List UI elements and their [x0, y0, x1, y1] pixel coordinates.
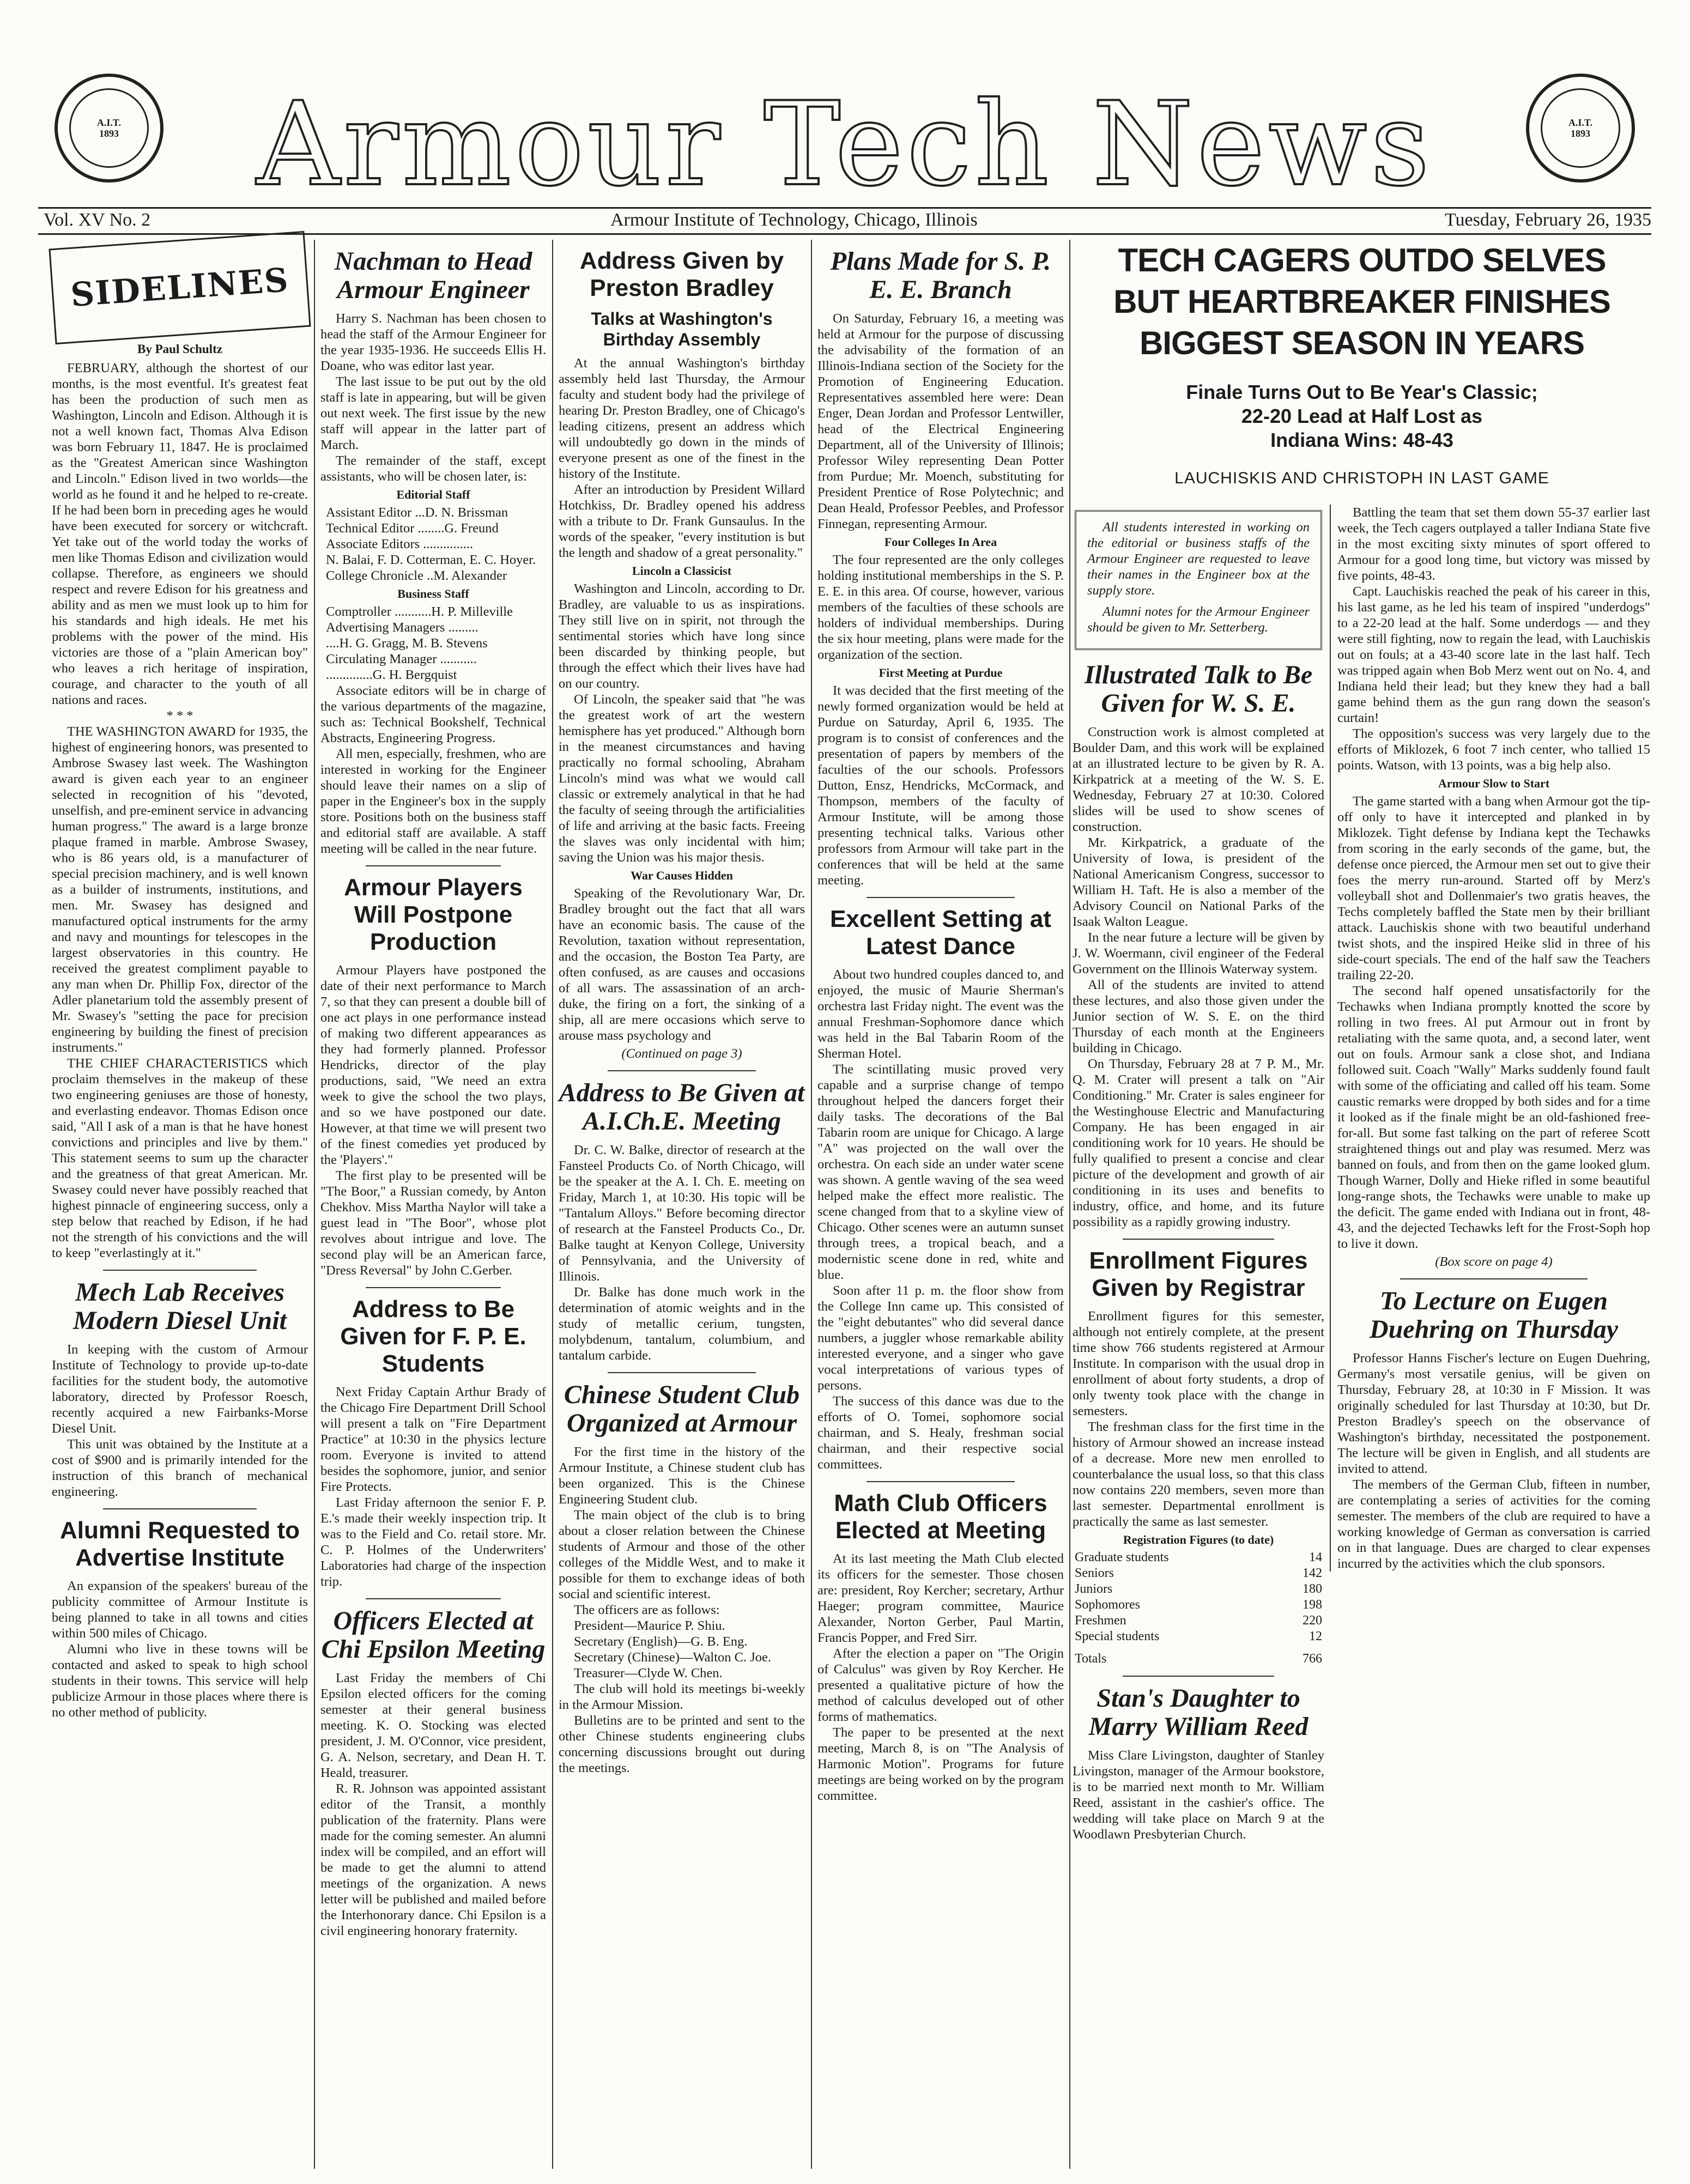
sports-banner-headline — [1073, 240, 1651, 505]
paragraph: President—Maurice P. Shiu. — [574, 1618, 725, 1633]
headline-deck: Talks at Washington's Birthday Assembly — [591, 309, 773, 349]
sports-section — [1073, 240, 1651, 1842]
paragraph: On Saturday, February 16, a meeting was held at Armour for the purpose of discussing the advisability of the formation of an Illinois-Indiana section of the Society for the Promotion of Engineering Education. Representatives assembled here were: Dean Enger, Dean Jordan and Professor Lentwiller, head of the Electrical Engineering Department, all of the University of Illinois; Professor Wiley representing Dean Potter from Purdue; Mr. Moench, substituting for President Prentice of Rose Polytechnic; and Dean Heald, Professor Peebles, and Professor Finnegan, representing Armour. — [817, 311, 1064, 531]
section-break: * * * — [166, 708, 193, 723]
paragraph: Next Friday Captain Arthur Brady of the Chicago Fire Department Drill School will present a talk on "Fire Department Practice" at 10:30 in the physics lecture room. Everyone is invited to attend besides the sophomore, junior, and senior Fire Protects. — [320, 1385, 546, 1494]
paragraph: The members of the German Club, fifteen in number, are contemplating a series of activities for the coming semester. The members of the club are required to have a working knowledge of German as conversation is carried on in that language. Dues are charged to clear expenses incurred by the activities which the club sponsors. — [1337, 1477, 1650, 1571]
paragraph: In the near future a lecture will be given by J. W. Woermann, civil engineer of the Federal Government on the Illinois Waterway system. — [1073, 930, 1324, 976]
headline: Enrollment Figures Given by Registrar — [1089, 1247, 1308, 1301]
notice-text: All students interested in working on the editorial or business staffs of the Armour Engineer are requested to leave their names in the Engineer box at the supply store. — [1087, 520, 1310, 598]
class-label: Special students — [1075, 1629, 1160, 1643]
column-6 — [1330, 505, 1650, 1572]
staff-list-line: Advertising Managers ......... — [326, 620, 478, 635]
banner-subdeck: LAUCHISKIS AND CHRISTOPH IN LAST GAME — [1174, 469, 1549, 487]
paragraph: Mr. Kirkpatrick, a graduate of the University of Iowa, is president of the National Americanism Congress, successor to William H. Taft. He is also a member of the Advisory Council on National Parks of the Isaak Walton League. — [1073, 835, 1324, 929]
paragraph: Bulletins are to be printed and sent to the other Chinese students engineering clubs concerning discussions brought out during the meetings. — [559, 1713, 805, 1775]
paragraph: The scintillating music proved very capable and a surprise change of tempo throughout helped the dancers forget their daily tasks. The decorations of the Bal Tabarin room are unique for Chicago. A large "A" was projected on the wall over the orchestra. On each side an under water scene was shown. A gentle waving of the sea weed helped make the effect more realistic. The scene changed from that to a skyline view of Chicago. Other scenes were an autumn sunset through trees, a tropical beach, and a modernistic scene done in red, white and blue. — [817, 1062, 1064, 1282]
headline: Address to Be Given at A.I.Ch.E. Meeting — [559, 1078, 805, 1136]
column-1 — [52, 240, 308, 1720]
paragraph: The officers are as follows: — [574, 1603, 720, 1617]
banner-line: BIGGEST SEASON IN YEARS — [1139, 325, 1585, 361]
paragraph: The remainder of the staff, except assistants, who will be chosen later, is: — [320, 453, 546, 484]
paragraph: After an introduction by President Willard Hotchkiss, Dr. Bradley opened his address with a tribute to Dr. Frank Gunsaulus. In the words of the speaker, "every institution is but the length and shadow of a great personality." — [559, 482, 805, 560]
staff-list-line: Assistant Editor ...D. N. Brissman — [326, 505, 508, 520]
headline: Armour Players Will Postpone Production — [344, 874, 523, 955]
paragraph: Treasurer—Clyde W. Chen. — [574, 1666, 723, 1681]
paragraph: The four represented are the only colleges holding institutional memberships in the S. P. E. E. in this area. Of course, however, various members of the faculties of these schools are holders of individual memberships. During the six hour meeting, plans were made for the organization of the section. — [817, 553, 1064, 662]
staff-list-line: Comptroller ...........H. P. Milleville — [326, 604, 513, 619]
paragraph: An expansion of the speakers' bureau of the publicity committee of Armour Institute is being planned to take in all towns and cities within 500 miles of Chicago. — [52, 1579, 308, 1641]
institute-seal-left — [54, 74, 163, 183]
article-separator — [1123, 1676, 1274, 1677]
dateline — [44, 210, 1651, 232]
paragraph: Construction work is almost completed at Boulder Dam, and this work will be explained at an illustrated lecture to be given by R. A. Kirkpatrick at a meeting of the W. S. E. Wednesday, February 27 at 10:30. Colored slides will be used to show scenes of construction. — [1073, 725, 1324, 834]
seal-emblem-icon: A.I.T. 1893 — [1541, 88, 1620, 168]
paragraph: Professor Hanns Fischer's lecture on Eugen Duehring, Germany's most versatile genius, will be given on Thursday, February 28, at 10:30 in F Mission. It was originally scheduled for last Thursday at 10:30, but Dr. Preston Bradley's speech on the observance of Washington's birthday, necessitated the postponement. The lecture will be given in English, and all students are invited to attend. — [1337, 1351, 1650, 1476]
staff-list-line: Circulating Manager ........... — [326, 652, 477, 666]
paragraph: It was decided that the first meeting of the newly formed organization would be held at Purdue on Saturday, April 6, 1935. The program is to consist of conferences and the presentation of papers by members of the faculties of the our schools. Professors Dutton, Ensz, Hendricks, McCormack, and Thompson, members of the faculty of Armour Institute, will be among those presenting technical talks. Various other professors from Armour will take part in the conferences that will be held at the same meeting. — [817, 683, 1064, 888]
paragraph: After the election a paper on "The Origin of Calculus" was given by Roy Kercher. He presented a qualitative picture of how the method of calculus developed out of other forms of mathematics. — [817, 1646, 1064, 1724]
paragraph: All of the students are invited to attend these lectures, and also those given under the Junior section of W. S. E. on the third Thursday of each month at the Engineers building in Chicago. — [1073, 978, 1324, 1055]
institution-line: Armour Institute of Technology, Chicago, Illinois — [610, 210, 978, 230]
student-count: 198 — [1303, 1598, 1322, 1612]
paragraph: Enrollment figures for this semester, although not entirely complete, at the present time show 766 students registered at Armour Institute. In comparison with the usual drop in enrollment of about forty students, a drop of only twenty took place with the change in semesters. — [1073, 1309, 1324, 1418]
class-label: Freshmen — [1075, 1613, 1126, 1628]
continuation-note: (Continued on page 3) — [621, 1046, 742, 1061]
student-count: 14 — [1309, 1550, 1322, 1564]
staff-list-line: Associate Editors ............... — [326, 537, 474, 551]
paragraph: In keeping with the custom of Armour Institute of Technology to provide up-to-date facilities for the student body, the automotive laboratory, directed by Professor Roesch, recently acquired a new Fairbanks-Morse Diesel Unit. — [52, 1342, 308, 1436]
paragraph: THE CHIEF CHARACTERISTICS which proclaim themselves in the makeup of these two engineering geniuses are those of honesty, and everlasting endeavor. Thomas Edison once said, "All I ask of a man is that he have honest convictions and principles and live by them." This statement seems to sum up the character and the greatness of that great American. Mr. Swasey could never have possibly reached that highest pinnacle of engineering success, only a step below that reached by Edison, if he had not the strength of his convictions and the will to keep "everlastingly at it." — [52, 1056, 308, 1260]
article-separator — [1123, 1239, 1274, 1240]
table-row — [1073, 1566, 1324, 1581]
staff-list-line: N. Balai, F. D. Cotterman, E. C. Hoyer. — [326, 553, 536, 567]
headline: Mech Lab Receives Modern Diesel Unit — [72, 1278, 287, 1335]
paragraph: The main object of the club is to bring about a closer relation between the Chinese students of Armour and those of the other colleges of the Middle West, and to make it possible for them to exchange ideas of both social and scientific interest. — [559, 1508, 805, 1601]
staff-list-line: Technical Editor ........G. Freund — [326, 521, 499, 536]
subheading: Registration Figures (to date) — [1123, 1533, 1274, 1546]
paragraph: On Thursday, February 28 at 7 P. M., Mr. Q. M. Crater will present a talk on "Air Conditioning." Mr. Crater is sales engineer for the Westinghouse Electric and Manufacturing Company. He has been engaged in air conditioning work for 10 years. He should be fully qualified to present a concise and clear picture of the development and growth of air conditioning in its uses and benefits to industry, office, and home, and its future possibility as a rapidly growing industry. — [1073, 1057, 1324, 1229]
paragraph: The last issue to be put out by the old staff is late in appearing, but will be given out next week. The first issue by the new staff will appear in the latter part of March. — [320, 374, 546, 452]
column-divider — [552, 240, 553, 2169]
paragraph: Washington and Lincoln, according to Dr. Bradley, are valuable to us as inspirations. They still live on in spirit, not through the sentimental stories which have long since been discarded by thinking people, but through the effect which their lives have had on our country. — [559, 581, 805, 691]
notice-text: Alumni notes for the Armour Engineer should be given to Mr. Setterberg. — [1087, 604, 1310, 635]
banner-line: TECH CAGERS OUTDO SELVES — [1118, 242, 1606, 278]
notice-box — [1075, 510, 1322, 650]
staff-list-line: College Chronicle ..M. Alexander — [326, 568, 507, 583]
headline: Excellent Setting at Latest Dance — [830, 906, 1051, 960]
student-count: 142 — [1303, 1566, 1322, 1580]
banner-line: BUT HEARTBREAKER FINISHES — [1113, 283, 1610, 320]
subheading: War Causes Hidden — [631, 869, 733, 882]
article-separator — [366, 865, 501, 866]
paragraph: THE WASHINGTON AWARD for 1935, the highest of engineering honors, was presented to Ambrose Swasey last week. The Washington award is given each year to an engineer selected in recognition of his "devoted, unselfish, and pre-eminent service in advancing human progress." The award is a large bronze plaque framed in marble. Ambrose Swasey, who is 86 years old, is a manufacturer of special precision machinery, and is well known as a builder of instruments, institutions, and men. Mr. Swasey has designed and manufactured optical instruments for the army and navy and mountings for telescopes in the largest observatories in this country. He received the greatest compliment payable to any man when Dr. Phillip Fox, director of the Adler planetarium told the assembly present of Mr. Swasey's "setting the pace for precision engineering by building the finest of precision instruments." — [52, 724, 308, 1055]
paragraph: Secretary (English)—G. B. Eng. — [574, 1634, 748, 1649]
subheading: Armour Slow to Start — [1438, 776, 1550, 790]
table-row — [1073, 1645, 1324, 1667]
paragraph: All men, especially, freshmen, who are interested in working for the Engineer should leave their names on a slip of paper in the Engineer's box in the supply store. Positions both on the business staff and editorial staff are available. A staff meeting will be called in the near future. — [320, 747, 546, 856]
subheading: Four Colleges In Area — [884, 535, 997, 549]
paragraph: For the first time in the history of the Armour Institute, a Chinese student club has been organized. This is the Chinese Engineering Student club. — [559, 1445, 805, 1507]
paragraph: R. R. Johnson was appointed assistant editor of the Transit, a monthly publication of the fraternity. Plans were made for the coming semester. An alumni index will be compiled, and an effort will be made to get the alumni to attend meetings of the organization. A news letter will be published and mailed before the Interhonorary dance. Chi Epsilon is a civil engineering honorary fraternity. — [320, 1781, 546, 1938]
headline: Nachman to Head Armour Engineer — [334, 247, 532, 304]
student-count: 766 — [1303, 1652, 1322, 1666]
masthead-title: Armour Tech News — [256, 77, 1433, 211]
paragraph: Battling the team that set them down 55-37 earlier last week, the Tech cagers outplayed a taller Indiana State five in the most exciting sixty minutes of sport offered to Armour for a good long time, but victory was missed by five points, 48-43. — [1337, 505, 1650, 583]
column-divider — [314, 240, 315, 2169]
class-label: Seniors — [1075, 1566, 1114, 1580]
paragraph: Associate editors will be in charge of the various departments of the magazine, such as: Technical Bookshelf, Technical Abstracts, Engineering Progress. — [320, 683, 546, 745]
paragraph: Last Friday the members of Chi Epsilon elected officers for the coming semester at their general business meeting. K. O. Stocking was elected president, J. M. O'Connor, vice president, G. A. Nelson, secretary, and Dean H. T. Heald, treasurer. — [320, 1671, 546, 1780]
article-separator — [867, 897, 1014, 898]
student-count: 180 — [1303, 1582, 1322, 1596]
paragraph: Soon after 11 p. m. the floor show from the College Inn came up. This consisted of the "eight debutantes" who did several dance numbers, a juggler whose remarkable ability interested everyone, and a singer who gave vocal interpretations of various types of persons. — [817, 1283, 1064, 1393]
seal-emblem-icon: A.I.T. 1893 — [69, 88, 149, 168]
paragraph: Dr. Balke has done much work in the determination of atomic weights and in the study of metallic cerium, tungsten, molybdenum, tantalum, columbium, and tantalum carbide. — [559, 1285, 805, 1363]
headline: Stan's Daughter to Marry William Reed — [1088, 1684, 1309, 1741]
column-4 — [817, 240, 1064, 1804]
class-label: Juniors — [1075, 1582, 1113, 1596]
paragraph: The second half opened unsatisfactorily for the Techawks when Indiana promptly knotted the score by rolling in two frees. Al put Armour out in front by retaliating with the same quota, and, a second later, went out on fouls. Armour sank a close shot, and Indiana followed suit. Coach "Wally" Marks suddenly found fault with some of the officiating and called off his team. Some caustic remarks were dropped by both sides and for a time it looked as if the finale might be an old-fashioned free-for-all. But some fast talking on the part of referee Scott straightened things out and play was resumed. Merz was banned on fouls, and from then on the game looked glum. Though Warner, Dolly and Hieke rifled in some beautiful long-range shots, the Techawks were unable to make up the deficit. The game ended with Indiana out in front, 48-43, and the dejected Techawks left for the Frost-Soph hop to live it down. — [1337, 984, 1650, 1251]
subheading: Lincoln a Classicist — [632, 564, 732, 578]
student-count: 220 — [1303, 1613, 1322, 1628]
deck-line: Finale Turns Out to Be Year's Classic; — [1186, 381, 1538, 403]
paragraph: Armour Players have postponed the date of their next performance to March 7, so that they can present a double bill of one act plays in one performance instead of making two different appearances as they had formerly planned. Professor Hendricks, director of the play productions, said, "We need an extra week to give the school the two plays, and so we have postponed our date. However, at that time we will present two of the finest comedies yet produced by the 'Players'." — [320, 963, 546, 1167]
paragraph: Dr. C. W. Balke, director of research at the Fansteel Products Co. of North Chicago, will be the speaker at the A. I. Ch. E. meeting on Friday, March 1, at 10:30. His topic will be "Tantalum Alloys." Before becoming director of research at the Fansteel Products Co., Dr. Balke taught at Kenyon College, University of Pennsylvania, and the University of Illinois. — [559, 1143, 805, 1284]
paragraph: Alumni who live in these towns will be contacted and asked to speak to high school students in their towns. This service will help publicize Armour in those places where there is no other method of publicity. — [52, 1642, 308, 1720]
volume-number: Vol. XV No. 2 — [44, 210, 151, 230]
paragraph: The opposition's success was very largely due to the efforts of Miklozek, 6 foot 7 inch center, who tallied 15 points. Watson, with 13 points, was a big help also. — [1337, 726, 1650, 773]
paragraph: The club will hold its meetings bi-weekly in the Armour Mission. — [559, 1682, 805, 1712]
paragraph: The game started with a bang when Armour got the tip-off only to have it intercepted and planked in by Miklozek. Tight defense by Indiana kept the Techawks from scoring in the early seconds of the game, but, the defense once pierced, the Armour men set out to give their foes the merry run-around. Started off by Merz's volleyball shot and Dollenmaier's two gratis heaves, the Techs completely baffled the State men by their brilliant attack. Lauchiskis shone with two beautiful underhand twist shots, and the inspired Heike slid in three of his side-court specials. The end of the half saw the Teachers trailing 22-20. — [1337, 794, 1650, 982]
headline: Illustrated Talk to Be Given for W. S. E. — [1084, 660, 1313, 718]
banner-deck — [1073, 380, 1651, 452]
subheading: Business Staff — [397, 587, 469, 600]
article-separator — [867, 1481, 1014, 1482]
paragraph: Secretary (Chinese)—Walton C. Joe. — [574, 1650, 772, 1665]
paragraph: About two hundred couples danced to, and enjoyed, the music of Maurie Sherman's orchestra last Friday night. The event was the annual Freshman-Sophomore dance which was held in the Bal Tabarin Room of the Sherman Hotel. — [817, 967, 1064, 1061]
column-2 — [320, 240, 546, 1939]
class-label: Sophomores — [1075, 1598, 1140, 1612]
article-separator — [608, 1372, 755, 1373]
article-separator — [103, 1270, 257, 1271]
staff-list-line: ..............G. H. Bergquist — [326, 668, 457, 682]
paragraph: Last Friday afternoon the senior F. P. E.'s made their weekly inspection trip. It was to the Field and Co. retail store. Mr. C. P. Holmes of the Underwriters' Laboratories had charge of the inspection trip. — [320, 1495, 546, 1589]
sidelines-logo: SIDELINES — [49, 231, 311, 344]
institute-seal-right — [1526, 74, 1635, 183]
paragraph: Harry S. Nachman has been chosen to head the staff of the Armour Engineer for the year 1935-1936. He succeeds Ellis H. Doane, who was editor last year. — [320, 311, 546, 373]
headline: To Lecture on Eugen Duehring on Thursday — [1369, 1287, 1619, 1344]
column-divider — [811, 240, 812, 2169]
paragraph: This unit was obtained by the Institute at a cost of $900 and is primarily intended for the instruction of this branch of mechanical engineering. — [52, 1437, 308, 1499]
paragraph: The success of this dance was due to the efforts of O. Tomei, sophomore social chairman, and S. Healy, freshman social chairman, and their respective social committees. — [817, 1394, 1064, 1472]
paragraph: FEBRUARY, although the shortest of our months, is the most eventful. It's greatest feat has been the production of such men as Washington, Lincoln and Edison. Although it is not a well known fact, Thomas Alva Edison was born February 11, 1847. He is proclaimed as the "Greatest American since Washington and Lincoln." Edison lived in two worlds—the world as he found it and he helped to re-create. If he had been born in preceding ages he would have been executed for sorcery or witchcraft. Yet take out of the world today the works of men like Thomas Edison and civilization would collapse. Therefore, as engineers we should respect and revere Edison for his greatness and ability and as men we must look up to him for his standards and high ideals. He met his problems with the power of the mind. His victories are those of a "plain American boy" who leaves a rich heritage of inspiration, courage, and character to the youth of all nations and races. — [52, 361, 308, 707]
masthead-rule-top — [38, 207, 1651, 209]
headline: Chinese Student Club Organized at Armour — [564, 1380, 800, 1437]
staff-list-line: ....H. G. Gragg, M. B. Stevens — [326, 636, 488, 651]
column-divider — [1069, 240, 1070, 2169]
table-row — [1073, 1581, 1324, 1597]
registration-table — [1073, 1550, 1324, 1667]
table-row — [1073, 1550, 1324, 1566]
subheading: Editorial Staff — [396, 488, 470, 501]
headline: Officers Elected at Chi Epsilon Meeting — [321, 1606, 546, 1664]
article-separator — [1400, 1278, 1588, 1279]
deck-line: Indiana Wins: 48-43 — [1270, 429, 1453, 451]
headline: Math Club Officers Elected at Meeting — [834, 1490, 1047, 1544]
paragraph: Of Lincoln, the speaker said that "he was the greatest work of art the western hemisphere has yet produced." Although born in the meanest circumstances and having practically no formal schooling, Abraham Lincoln's mind was what we would call classic or extremely analytical in that he had the faculty of seeing through the artificialities of life and arriving at the basic facts. Freeing the slaves was only incidental with him; saving the Union was his major thesis. — [559, 692, 805, 865]
table-row — [1073, 1613, 1324, 1629]
class-label: Totals — [1075, 1652, 1107, 1666]
issue-date: Tuesday, February 26, 1935 — [1444, 210, 1651, 230]
paragraph: At its last meeting the Math Club elected its officers for the semester. Those chosen are: president, Roy Kercher; secretary, Arthur Haeger; program committee, Maurice Alexander, Norton Gerber, Paul Martin, Francis Popper, and Fred Sirr. — [817, 1551, 1064, 1645]
paragraph: Speaking of the Revolutionary War, Dr. Bradley brought out the fact that all wars have an economic basis. The cause of the Revolution, taxation without representation, and the occasion, the Boston Tea Party, are often confused, as are causes and occasions of all wars. The assassination of an arch-duke, the firing on a fort, the sinking of a ship, all are mere occasions which serve to arouse mass psychology and — [559, 886, 805, 1043]
right-columns — [1073, 505, 1651, 1842]
deck-line: 22-20 Lead at Half Lost as — [1241, 405, 1483, 427]
student-count: 12 — [1309, 1629, 1322, 1643]
paragraph: Miss Clare Livingston, daughter of Stanley Livingston, manager of the Armour bookstore, is to be married next month to Mr. William Reed, assistant in the cashier's office. The wedding will take place on March 9 at the Woodlawn Presbyterian Church. — [1073, 1748, 1324, 1842]
table-row — [1073, 1597, 1324, 1613]
headline: Alumni Requested to Advertise Institute — [59, 1517, 300, 1571]
subheading: First Meeting at Purdue — [879, 666, 1003, 680]
paragraph: The paper to be presented at the next meeting, March 8, is on "The Analysis of Harmonic Motion". Programs for future meetings are being worked on by the program committee. — [817, 1725, 1064, 1803]
class-label: Graduate students — [1075, 1550, 1169, 1564]
article-separator — [366, 1598, 501, 1599]
paragraph: Capt. Lauchiskis reached the peak of his career in this, his last game, as he led his team of inspired "underdogs" to a 22-20 lead at the half. Some underdogs — and they were still fighting, now to regain the lead, with Lauchiskis out on fouls; at a 43-40 score late in the last half. Tech was tripped again when Bob Merz went out on No. 4, and Indiana held their lead; but they knew they had a ball game behind them as the gun rang down the season's curtain! — [1337, 584, 1650, 725]
article-separator — [103, 1508, 257, 1509]
article-separator — [366, 1287, 501, 1288]
column-3 — [559, 240, 805, 1776]
headline: Plans Made for S. P. E. E. Branch — [830, 247, 1051, 304]
table-row — [1073, 1629, 1324, 1645]
headline: Address to Be Given for F. P. E. Students — [340, 1296, 526, 1377]
paragraph: The first play to be presented will be "The Boor," a Russian comedy, by Anton Chekhov. Miss Martha Naylor will take a guest lead in "The Boor", whose plot revolves about intrigue and love. The second play will be an American farce, "Dress Reversal" by John C.Gerber. — [320, 1168, 546, 1278]
byline: By Paul Schultz — [137, 342, 222, 356]
paragraph: The freshman class for the first time in the history of Armour showed an increase instead of a decrease. More new men enrolled to counterbalance the usual loss, so that this class now contains 220 members, seven more than last semester. Departmental enrollment is practically the same as last semester. — [1073, 1419, 1324, 1529]
paragraph: At the annual Washington's birthday assembly held last Thursday, the Armour faculty and student body had the privilege of hearing Dr. Preston Bradley, one of Chicago's leading citizens, present an address which will undoubtedly go down in the minds of everyone present as one of the finest in the history of the Institute. — [559, 356, 805, 481]
article-separator — [608, 1070, 755, 1071]
headline: Address Given by Preston Bradley — [579, 247, 784, 301]
column-5 — [1073, 505, 1330, 1842]
continuation-note: (Box score on page 4) — [1435, 1254, 1553, 1269]
